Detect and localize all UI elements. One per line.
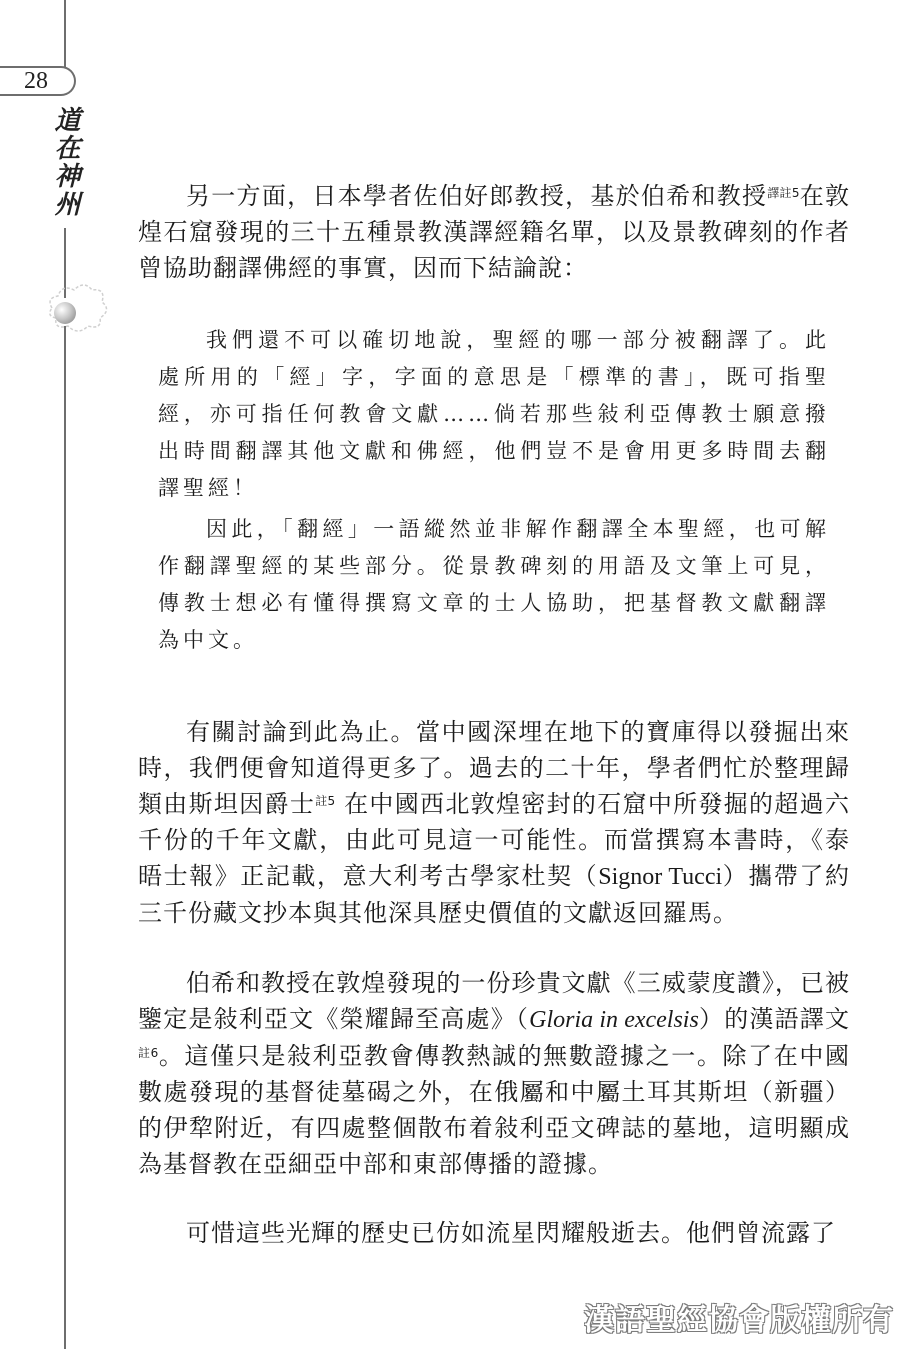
paragraph-1 — [138, 178, 850, 286]
margin-rule-top — [64, 0, 66, 68]
note-ref: 註5 — [315, 794, 336, 808]
paragraph-text: ）的漢語譯文 — [698, 1005, 850, 1033]
block-quote — [158, 322, 830, 659]
sphere-bullet-icon — [54, 302, 76, 324]
paragraph-text: 有關討論到此為止。當中國深埋在地下的寶庫得以發掘出來時，我們便會知道得更多了。過去的二十年，學者們忙於整理歸類由斯坦因爵士 — [138, 718, 850, 818]
paragraph-text: 。這僅只是敍利亞教會傳教熱誠的無數證據之一。除了在中國數處發現的基督徒墓碣之外，在俄屬和中屬土耳其斯坦（新疆）的伊犂附近，有四處整個散布着敍利亞文碑誌的墓地，這明顯成為基督教在亞細亞中部和東部傳播的證據。 — [138, 1042, 851, 1178]
paragraph-text: 在敦煌石窟發現的三十五種景教漢譯經籍名單，以及景教碑刻的作者曾協助翻譯佛經的事實，因而下結論說： — [138, 182, 851, 282]
page-number: 28 — [24, 68, 48, 94]
paragraph-text: 另一方面，日本學者佐伯好郎教授，基於伯希和教授 — [186, 182, 768, 210]
copyright-watermark: 漢語聖經協會版權所有 — [584, 1303, 894, 1338]
quote-paragraph-2: 因此，「翻經」一語縱然並非解作翻譯全本聖經，也可解作翻譯聖經的某些部分。從景教碑刻的用語及文筆上可見，傳教士想必有懂得撰寫文章的士人協助，把基督教文獻翻譯為中文。 — [158, 517, 830, 652]
paragraph-2 — [138, 714, 850, 931]
english-name: Signor Tucci — [598, 864, 723, 890]
margin-rule-bottom — [64, 326, 66, 1349]
paragraph-text: 在中國西北敦煌密封的石窟中所發掘的超過六千份的千年文獻，由此可見這一可能性。而當撰寫本書時，《泰晤士報》正記載，意大利考古學家杜契（ — [138, 790, 850, 890]
paragraph-text: 伯希和教授在敦煌發現的一份珍貴文獻《三威蒙度讚》，已被鑒定是敍利亞文《榮耀歸至高處》（ — [138, 969, 850, 1033]
translator-note-ref: 譯註5 — [767, 186, 800, 200]
paragraph-4 — [138, 1215, 850, 1251]
paragraph-text: 可惜這些光輝的歷史已仿如流星閃耀般逝去。他們曾流露了 — [186, 1219, 836, 1247]
quote-paragraph-1: 我們還不可以確切地說，聖經的哪一部分被翻譯了。此處所用的「經」字，字面的意思是「標準的書」，既可指聖經，亦可指任何教會文獻……倘若那些敍利亞傳教士願意撥出時間翻譯其他文獻和佛經，他們豈不是會用更多時間去翻譯聖經！ — [158, 328, 830, 500]
note-ref: 註6 — [138, 1046, 159, 1060]
latin-title: Gloria in excelsis — [529, 1007, 699, 1033]
paragraph-3 — [138, 965, 850, 1182]
running-title: 道在神州 — [50, 106, 80, 218]
paragraph-text: ）攜帶了約三千份藏文抄本與其他深具歷史價值的文獻返回羅馬。 — [138, 862, 850, 927]
